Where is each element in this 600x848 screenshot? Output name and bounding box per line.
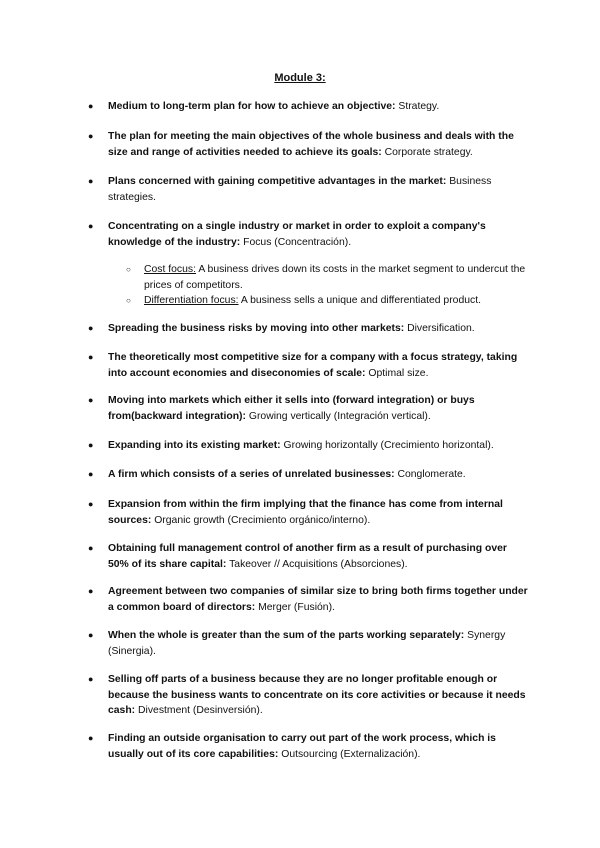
bullet-icon: ● [88, 543, 94, 553]
bullet-icon: ● [88, 586, 94, 596]
term: Spreading the business risks by moving into other markets: [108, 323, 405, 334]
definition-list [86, 497, 530, 528]
hollow-bullet-icon: ○ [126, 296, 131, 305]
definition-list [86, 393, 530, 424]
list-item [86, 497, 530, 528]
sub-term: Differentiation focus: [144, 295, 239, 306]
term: Selling off parts of a business because they are no longer profitable enough or because the business wants to concentrate on its core activities or because it needs cash: [108, 674, 526, 716]
sub-text: A business sells a unique and differentiated product. [240, 295, 481, 306]
definition-list [86, 350, 530, 381]
page-title: Module 3: [274, 72, 326, 84]
focus-sublist [126, 262, 526, 309]
term: Obtaining full management control of another firm as a result of purchasing over 50% of its share capital: [108, 543, 507, 570]
bullet-icon: ● [88, 131, 94, 141]
term: The plan for meeting the main objectives of the whole business and deals with the size and range of activities needed to achieve its goals: [108, 131, 514, 158]
answer: Organic growth (Crecimiento orgánico/interno). [154, 514, 371, 526]
bullet-icon: ● [88, 352, 94, 362]
answer: Takeover // Acquisitions (Absorciones). [229, 558, 408, 570]
bullet-icon: ● [88, 469, 94, 479]
bullet-icon: ● [88, 221, 94, 231]
term: Expanding into its existing market: [108, 440, 281, 451]
answer: Conglomerate. [397, 469, 466, 480]
bullet-icon: ● [88, 101, 94, 111]
hollow-bullet-icon: ○ [126, 265, 131, 274]
answer: Diversification. [407, 323, 475, 334]
bullet-icon: ● [88, 733, 94, 743]
list-item [86, 99, 530, 115]
list-item [86, 219, 530, 250]
term: Concentrating on a single industry or market in order to exploit a company's knowledge of the industry: [108, 221, 486, 248]
list-item [86, 672, 530, 719]
definition-list [86, 628, 530, 659]
answer: Outsourcing (Externalización). [281, 748, 421, 760]
definition-list [86, 219, 530, 250]
answer: Synergy (Sinergia). [108, 630, 506, 657]
answer: Corporate strategy. [384, 146, 473, 158]
definition-list [86, 731, 530, 762]
sub-list-item-differentiation-focus [126, 293, 526, 309]
term: Expansion from within the firm implying that the finance has come from internal sources: [108, 499, 503, 526]
answer: Focus (Concentración). [243, 236, 352, 248]
sub-text: A business drives down its costs in the market segment to undercut the prices of competitors. [144, 264, 526, 291]
term: A firm which consists of a series of unrelated businesses: [108, 469, 395, 480]
list-item [86, 584, 530, 615]
answer: Strategy. [398, 101, 440, 112]
term: Moving into markets which either it sells into (forward integration) or buys from(backward integration): [108, 395, 475, 422]
bullet-icon: ● [88, 395, 94, 405]
answer: Growing vertically (Integración vertical). [248, 410, 431, 422]
list-item [86, 731, 530, 762]
answer: Optimal size. [368, 367, 429, 379]
bullet-icon: ● [88, 630, 94, 640]
list-item [86, 438, 530, 454]
term: When the whole is greater than the sum of the parts working separately: [108, 630, 465, 641]
list-item [86, 467, 530, 483]
answer: Merger (Fusión). [258, 601, 335, 613]
bullet-icon: ● [88, 176, 94, 186]
bullet-icon: ● [88, 499, 94, 509]
list-item [86, 541, 530, 572]
definition-list [86, 467, 530, 483]
term: Plans concerned with gaining competitive advantages in the market: [108, 176, 447, 187]
definition-list [86, 321, 530, 337]
term: Agreement between two companies of similar size to bring both firms together under a common board of directors: [108, 586, 528, 613]
definition-list [86, 672, 530, 719]
sub-list-item-cost-focus [126, 262, 526, 293]
bullet-icon: ● [88, 440, 94, 450]
term: Medium to long-term plan for how to achieve an objective: [108, 101, 396, 112]
definition-list [86, 541, 530, 572]
list-item [86, 174, 530, 205]
answer: Business strategies. [108, 176, 492, 203]
list-item [86, 321, 530, 337]
list-item [86, 628, 530, 659]
list-item [86, 393, 530, 424]
definition-list-part-1 [86, 99, 530, 115]
answer: Divestment (Desinversión). [138, 705, 263, 716]
bullet-icon: ● [88, 674, 94, 684]
definition-list [86, 174, 530, 205]
bullet-icon: ● [88, 323, 94, 333]
definition-list [86, 129, 530, 160]
definition-list [86, 584, 530, 615]
definition-list [86, 438, 530, 454]
term: Finding an outside organisation to carry out part of the work process, which is usually out of its core capabilities: [108, 733, 496, 760]
answer: Growing horizontally (Crecimiento horizontal). [283, 440, 494, 451]
list-item [86, 129, 530, 160]
sub-term: Cost focus: [144, 264, 196, 275]
list-item [86, 350, 530, 381]
term: The theoretically most competitive size for a company with a focus strategy, taking into account economies and diseconomies of scale: [108, 352, 518, 379]
